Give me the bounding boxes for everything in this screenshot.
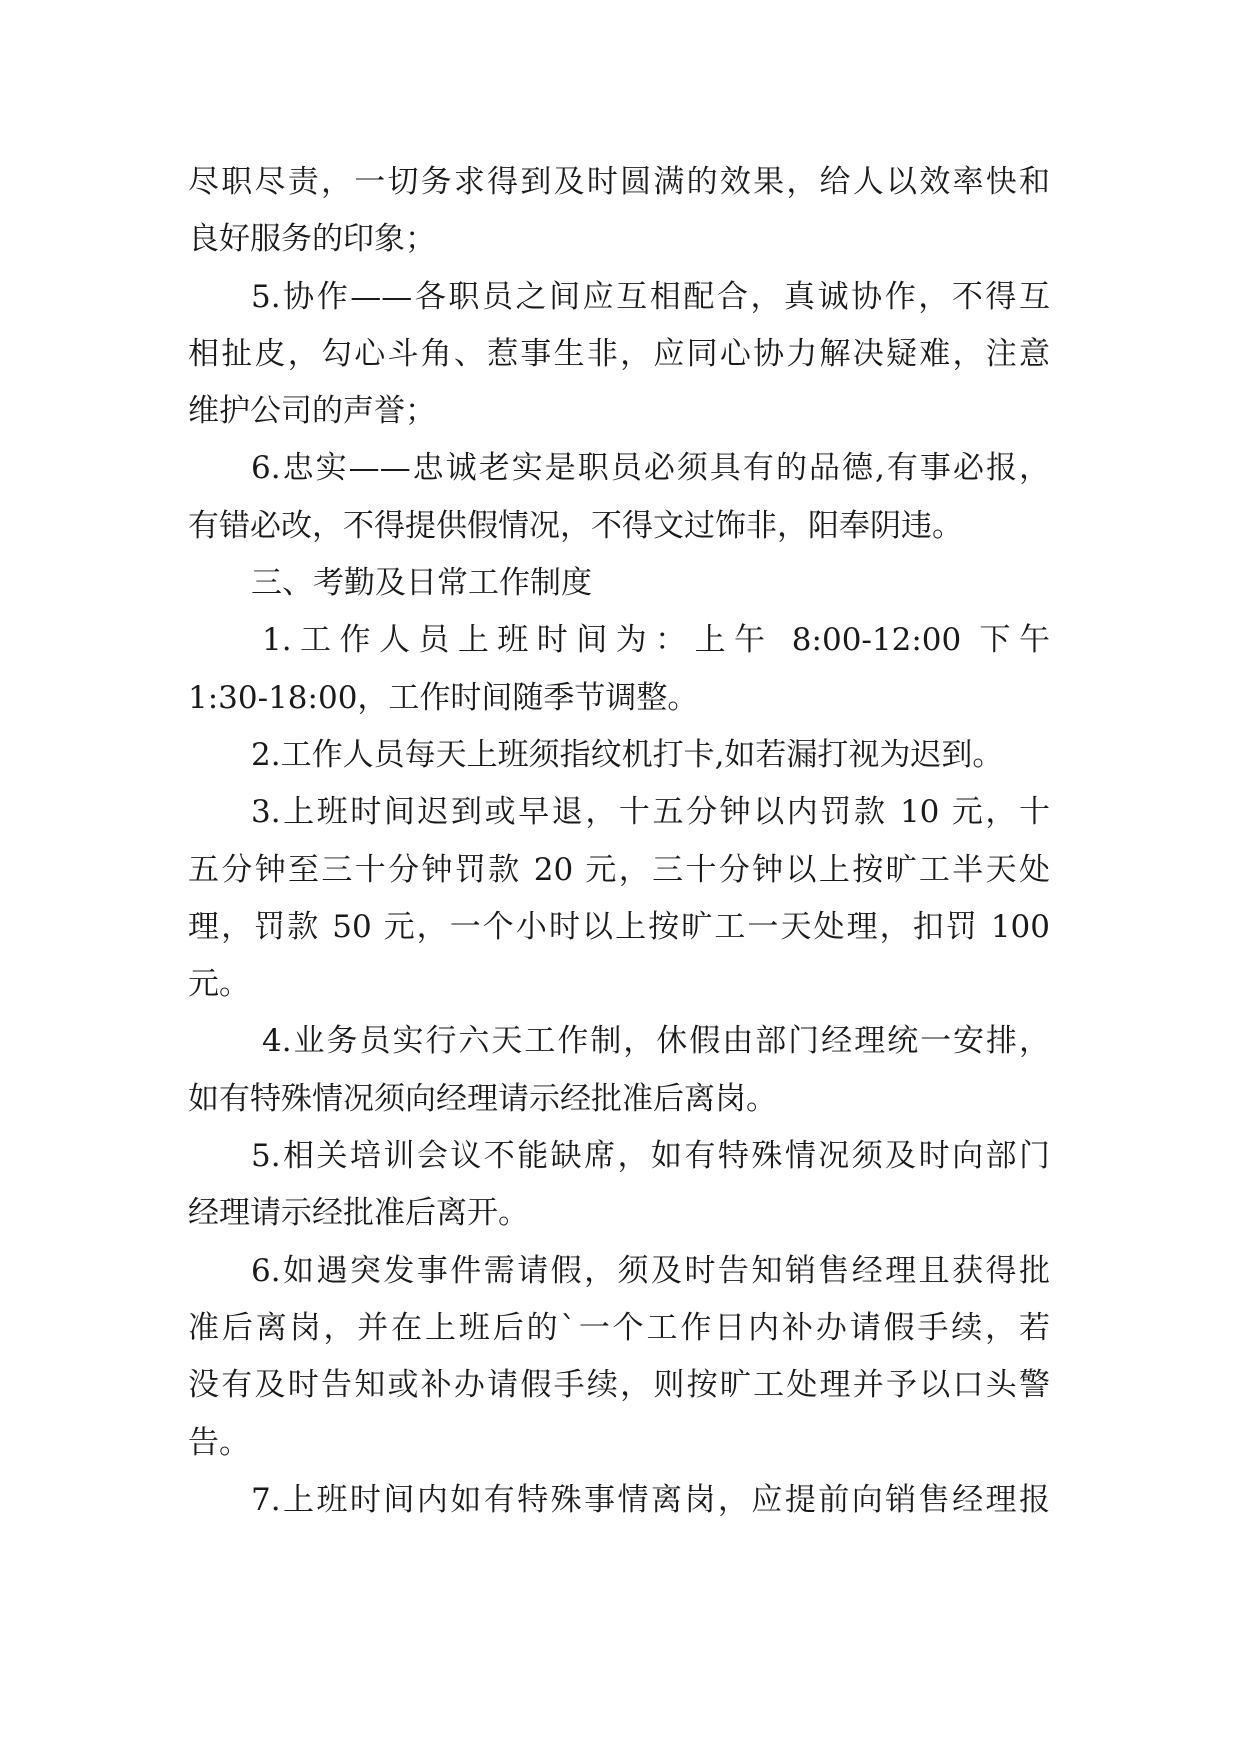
document-line: 1:30-18:00，工作时间随季节调整。 xyxy=(188,679,699,716)
document-line: 6.如遇突发事件需请假，须及时告知销售经理且获得批 xyxy=(251,1252,1050,1289)
document-line: 元。 xyxy=(188,966,250,1003)
document-line: 如有特殊情况须向经理请示经批准后离岗。 xyxy=(188,1080,777,1117)
document-line: 1.工作人员上班时间为：上午 8:00-12:00 下午 xyxy=(262,622,1050,659)
document-line: 准后离岗，并在上班后的`一个工作日内补办请假手续，若 xyxy=(188,1309,1050,1346)
document-line: 3.上班时间迟到或早退，十五分钟以内罚款 10 元，十 xyxy=(251,794,1050,831)
document-line: 五分钟至三十分钟罚款 20 元，三十分钟以上按旷工半天处 xyxy=(188,851,1050,888)
document-line: 5.相关培训会议不能缺席，如有特殊情况须及时向部门 xyxy=(251,1138,1050,1175)
document-line: 2.工作人员每天上班须指纹机打卡,如若漏打视为迟到。 xyxy=(251,736,1004,773)
document-body xyxy=(188,154,1050,1529)
document-line: 三、考勤及日常工作制度 xyxy=(251,565,592,602)
document-line: 5.协作——各职员之间应互相配合，真诚协作，不得互 xyxy=(251,278,1050,315)
document-line: 维护公司的声誉； xyxy=(188,393,436,430)
document-line: 尽职尽责，一切务求得到及时圆满的效果，给人以效率快和 xyxy=(188,164,1050,200)
document-line: 7.上班时间内如有特殊事情离岗，应提前向销售经理报 xyxy=(251,1481,1050,1518)
document-line: 6.忠实——忠诚老实是职员必须具有的品德,有事必报， xyxy=(251,450,1050,487)
document-line: 4.业务员实行六天工作制，休假由部门经理统一安排， xyxy=(262,1023,1050,1060)
document-line: 理，罚款 50 元，一个小时以上按旷工一天处理，扣罚 100 xyxy=(188,908,1050,945)
document-line: 相扯皮，勾心斗角、惹事生非，应同心协力解决疑难，注意 xyxy=(188,335,1050,372)
document-line: 良好服务的印象； xyxy=(188,221,436,258)
document-line: 有错必改，不得提供假情况，不得文过饰非，阳奉阴违。 xyxy=(188,507,963,544)
document-line: 告。 xyxy=(188,1424,250,1461)
document-line: 没有及时告知或补办请假手续，则按旷工处理并予以口头警 xyxy=(188,1367,1050,1404)
document-line: 经理请示经批准后离开。 xyxy=(188,1195,529,1232)
